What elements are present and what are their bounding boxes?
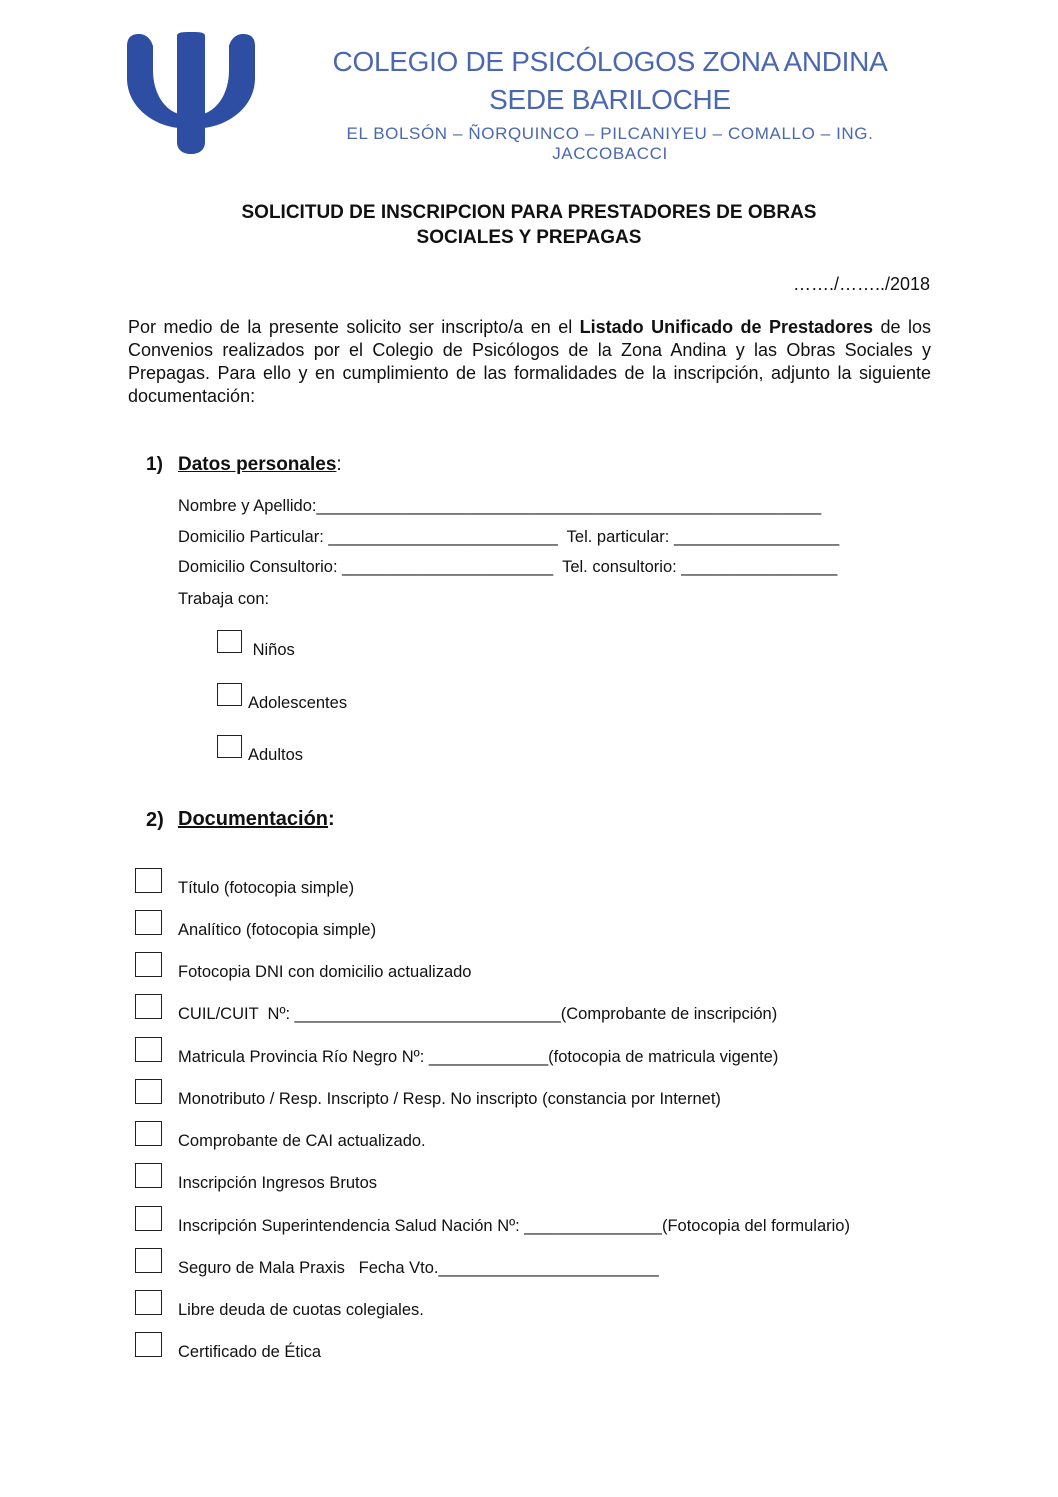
doc-item: Fotocopia DNI con domicilio actualizado (178, 963, 472, 981)
doc-item[interactable]: Seguro de Mala Praxis Fecha Vto.________________________ (178, 1259, 659, 1277)
org-localities: EL BOLSÓN – ÑORQUINCO – PILCANIYEU – COMALLO – ING. JACCOBACCI (346, 124, 874, 163)
checkbox-analitico[interactable] (135, 910, 162, 935)
field-domicilio-consultorio[interactable]: Domicilio Consultorio: _______________________ Tel. consultorio: _________________ (178, 558, 838, 576)
checkbox-monotributo[interactable] (135, 1079, 162, 1104)
label-adolescentes: Adolescentes (248, 694, 348, 712)
checkbox-titulo[interactable] (135, 868, 162, 893)
checkbox-ingresos-brutos[interactable] (135, 1163, 162, 1188)
checkbox-superintendencia[interactable] (135, 1206, 162, 1231)
checkbox-cai[interactable] (135, 1121, 162, 1146)
org-name: COLEGIO DE PSICÓLOGOS ZONA ANDINA (332, 46, 888, 77)
form-title: SOLICITUD DE INSCRIPCION PARA PRESTADORES DE OBRAS SOCIALES Y PREPAGAS (241, 202, 817, 248)
field-trabaja-con: Trabaja con: (178, 590, 270, 608)
checkbox-matricula[interactable] (135, 1037, 162, 1062)
org-seat: SEDE BARILOCHE (489, 84, 731, 115)
checkbox-adultos[interactable] (217, 735, 242, 758)
field-domicilio-particular[interactable]: Domicilio Particular: _________________________ Tel. particular: __________________ (178, 528, 840, 546)
psi-logo (127, 32, 255, 154)
doc-item[interactable]: Matricula Provincia Río Negro Nº: _____________(fotocopia de matricula vigente) (178, 1048, 779, 1066)
doc-item: Analítico (fotocopia simple) (178, 921, 377, 939)
doc-item: Comprobante de CAI actualizado. (178, 1132, 426, 1150)
section-1-heading: Datos personales: (178, 454, 342, 475)
doc-item: Inscripción Ingresos Brutos (178, 1174, 378, 1192)
doc-item: Libre deuda de cuotas colegiales. (178, 1301, 424, 1319)
doc-item[interactable]: Inscripción Superintendencia Salud Nación Nº: _______________(Fotocopia del formulario) (178, 1217, 850, 1235)
doc-item: Certificado de Ética (178, 1343, 322, 1361)
section-2-heading: Documentación: (178, 808, 335, 830)
section-2-number: 2) (146, 809, 164, 831)
label-adultos: Adultos (248, 746, 304, 764)
section-1-number: 1) (146, 454, 163, 475)
date-field[interactable]: ……./……../2018 (792, 274, 930, 294)
checkbox-libre-deuda[interactable] (135, 1290, 162, 1315)
doc-item: Monotributo / Resp. Inscripto / Resp. No inscripto (constancia por Internet) (178, 1090, 721, 1108)
doc-item[interactable]: CUIL/CUIT Nº: _____________________________(Comprobante de inscripción) (178, 1005, 778, 1023)
label-ninos: Niños (248, 641, 295, 659)
checkbox-dni[interactable] (135, 952, 162, 977)
checkbox-etica[interactable] (135, 1332, 162, 1357)
checkbox-ninos[interactable] (217, 630, 242, 653)
intro-paragraph: Por medio de la presente solicito ser inscripto/a en el Listado Unificado de Prestadores de los Convenios realizados por el Colegio de Psicólogos de la Zona Andina y las Obras Sociales y Prepagas. Para ello y en cumplimiento de las formalidades de la inscripción, adjunto la siguiente documentación: (128, 317, 931, 406)
checkbox-cuil[interactable] (135, 994, 162, 1019)
checkbox-mala-praxis[interactable] (135, 1248, 162, 1273)
checkbox-adolescentes[interactable] (217, 683, 242, 706)
doc-item: Título (fotocopia simple) (178, 879, 355, 897)
field-nombre[interactable]: Nombre y Apellido:_______________________________________________________ (178, 497, 822, 515)
